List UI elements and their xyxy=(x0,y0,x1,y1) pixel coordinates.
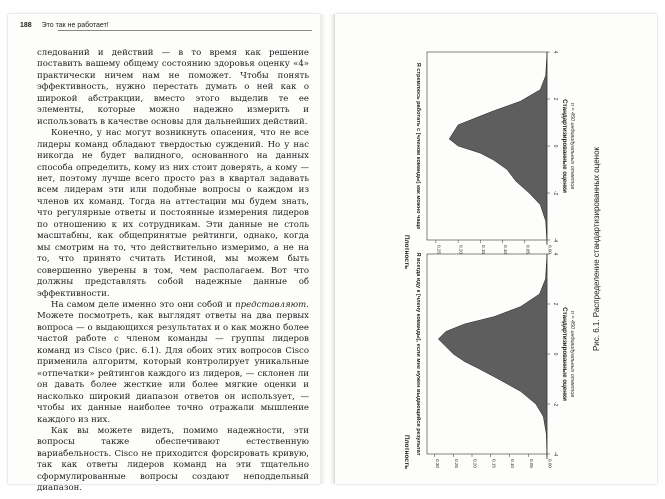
x-axis-label: Стандартизированные оценки xyxy=(561,99,568,193)
x-tick-label: 4 xyxy=(552,50,558,54)
y-tick-label: 0.05 xyxy=(525,245,531,254)
running-head xyxy=(20,22,109,29)
x-tick-label: 0 xyxy=(552,352,558,356)
body-text xyxy=(37,48,309,495)
paragraph: Конечно, у нас могут возникнуть опасения, что не все лидеры команд обладают твердостью суждений. Но у нас никогда не будет валидного, основанного на данных способа определить, кому из них стоит доверять, а кому — нет, поэтому лучше всего просто раз в квартал задавать всем лидерам эти или подобные вопросы о каждом из членов их команд. Тогда на аттестации мы будем знать, что регулярные ответы и постоянные измерения лидеров по отношению к их сотрудникам. Эти данные не столь масштабны, как общепринятые рейтинги, однако, когда мы смотрим на то, что действительно измеримо, а не на то, что принято считать Истиной, мы можем быть совершенно уверены в том, чем располагаем. Вот что должны представлять собой надежные данные об эффективности. xyxy=(37,128,309,299)
x-tick-label: -4 xyxy=(552,237,558,243)
x-tick-label: 2 xyxy=(552,302,558,306)
sample-note: n = 450 индивидуальных ответов xyxy=(569,102,575,190)
figure-caption: Рис. 6.1. Распределение стандартизированных оценок xyxy=(592,146,601,352)
sample-note: n = 450 индивидуальных ответов xyxy=(569,310,575,398)
y-tick-label: 0.20 xyxy=(458,245,464,254)
x-tick-label: 4 xyxy=(552,252,558,256)
y-axis-label: Плотность xyxy=(403,234,410,270)
chart-panel-bottom xyxy=(427,253,558,469)
y-tick-label: 0.25 xyxy=(436,245,442,254)
y-tick-label: 0.15 xyxy=(480,245,486,254)
book-gutter xyxy=(320,14,335,484)
y-tick-label: 0.10 xyxy=(503,245,509,254)
chart-panel-top xyxy=(427,51,558,255)
x-tick-label: 0 xyxy=(552,144,558,148)
density-area xyxy=(438,254,547,459)
y-tick-label: 0.15 xyxy=(491,459,497,468)
y-tick-label: 0.25 xyxy=(453,459,459,468)
chart-question: Я всегда иду к [члену команды], если мне нужен выдающийся результат xyxy=(415,252,421,456)
header-rule xyxy=(58,30,312,31)
running-head-title: Это так не работает! xyxy=(41,22,109,29)
emphasis: представляют xyxy=(235,299,307,310)
x-axis-label: Стандартизированные оценки xyxy=(561,307,568,401)
y-tick-label: 0.20 xyxy=(472,459,478,468)
y-axis-label: Плотность xyxy=(403,434,410,470)
paragraph: следований и действий — в то время как решение поставить вашему общему состоянию здоровья оценку «4» практически ничем нам не поможет. Чтобы понять эффективность, нужно перестать думать о ней как о широкой абстракции, вместо этого выделив те ее элементы, которые можно надежно измерить и использовать в качестве основы для дальнейших действий. xyxy=(37,48,309,127)
density-area xyxy=(449,52,547,245)
y-tick-label: 0.10 xyxy=(510,459,515,468)
page-number: 188 xyxy=(20,22,32,29)
x-tick-label: -2 xyxy=(552,401,558,407)
paragraph: Как вы можете видеть, помимо надежности, эти вопросы также обеспечивают естественную вариабельность. Cisco не приходится форсировать кривую, так как ответы лидеров команд на эти тщательно сформулированные вопросы создают неподдельный диапазон. xyxy=(37,425,309,494)
x-tick-label: -2 xyxy=(552,190,558,196)
y-tick-label: 0.05 xyxy=(528,459,534,468)
y-tick-label: 0.00 xyxy=(547,245,553,254)
figure-6-1 xyxy=(335,14,657,484)
x-tick-label: 2 xyxy=(552,97,558,101)
y-tick-label: 0.00 xyxy=(547,459,553,468)
paragraph: На самом деле именно это они собой и представляют. Можете посмотреть, как выглядят ответы на два первых вопроса — о выдающихся результатах и о как можно более частой работе с членом команды — группы лидеров команд из Cisco (рис. 6.1). Для обоих этих вопросов Cisco применила алгоритм, который контролирует уникальные «отпечатки» рейтингов каждого из лидеров, — склонен ли он давать более жесткие или более мягкие оценки и насколько широкий диапазон ответов он использует, — чтобы их данные наиболее точно отражали мышление каждого из них. xyxy=(37,299,309,425)
x-tick-label: -4 xyxy=(552,451,558,457)
chart-question: Я стремлюсь работать с [членом команды] как можно чаще xyxy=(415,62,421,230)
y-tick-label: 0.30 xyxy=(435,459,440,468)
